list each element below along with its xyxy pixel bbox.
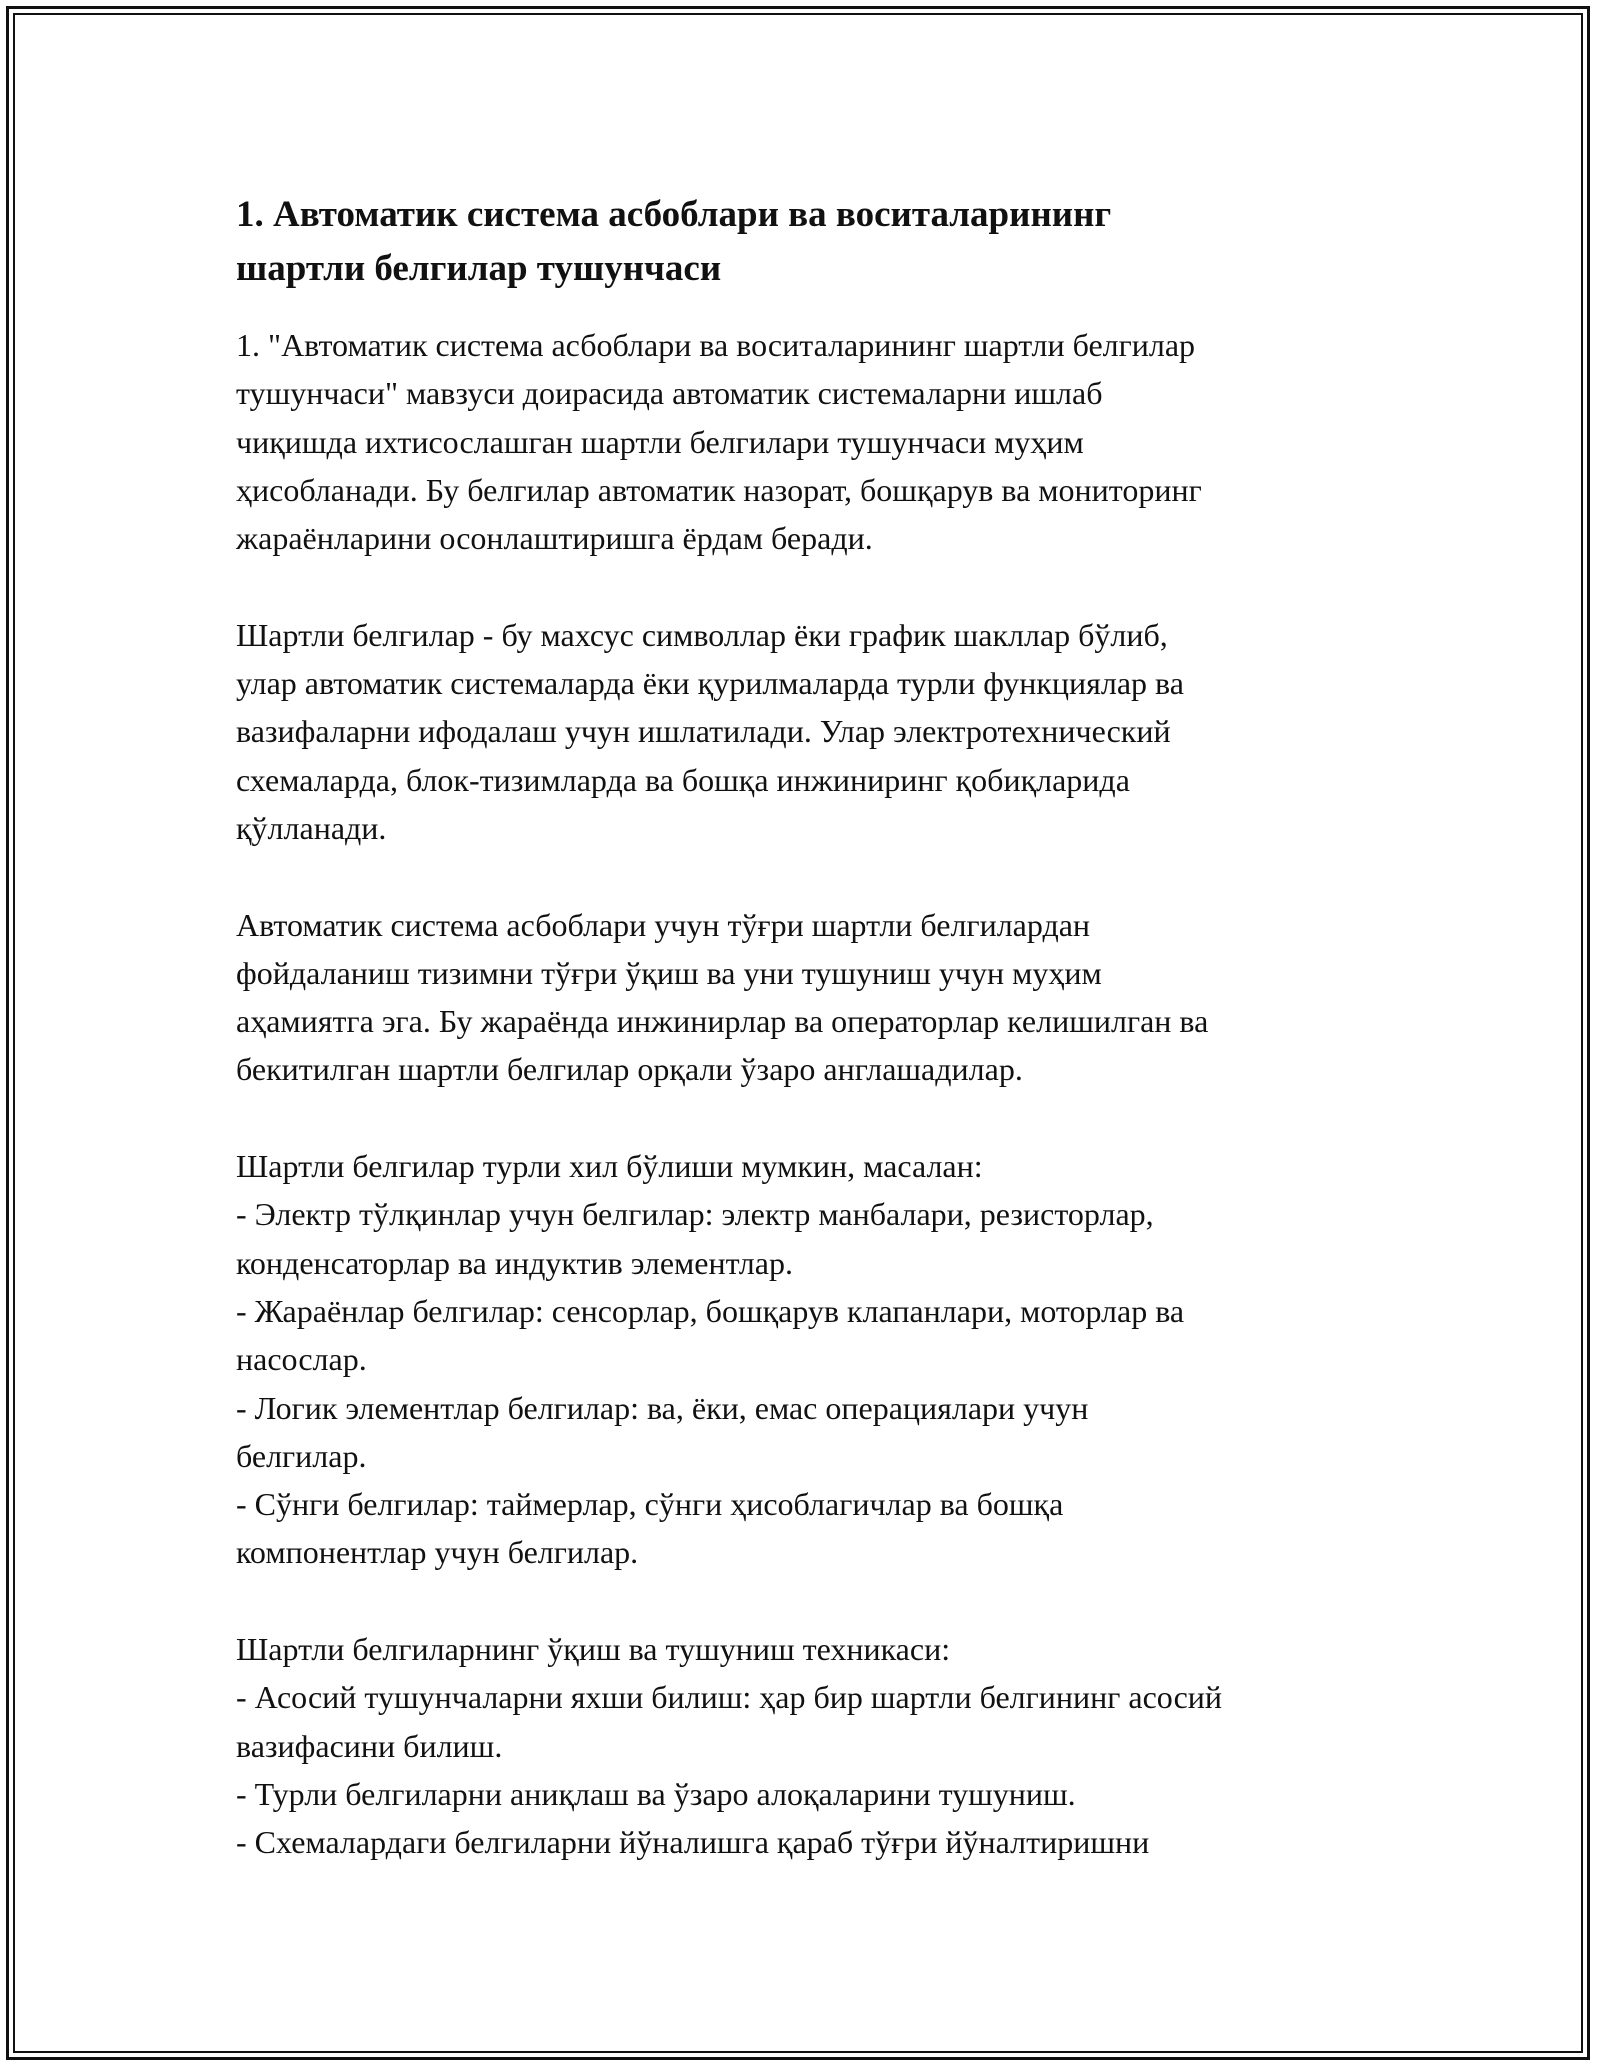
document-body bbox=[236, 188, 1396, 1867]
paragraph-reading-technique: Шартли белгиларнинг ўқиш ва тушуниш техникаси: - Асосий тушунчаларни яхши билиш: ҳар бир шартли белгининг асосий вазифасини билиш. - Турли белгиларни аниқлаш ва ўзаро алоқаларини тушуниш. - Схемалардаги белгиларни йўналишга қараб тўғри йўналтиришни bbox=[236, 1631, 1223, 1861]
paragraph-intro: 1. "Автоматик система асбоблари ва воситаларининг шартли белгилар тушунчаси" мавзуси доирасида автоматик системаларни ишлаб чиқишда ихтисослашган шартли белгилари тушунчаси муҳим ҳисобланади. Бу белгилар автоматик назорат, бошқарув ва мониторинг жараёнларини осонлаштиришга ёрдам беради. bbox=[236, 327, 1202, 557]
paragraph-definition: Шартли белгилар - бу махсус символлар ёки график шакллар бўлиб, улар автоматик системаларда ёки қурилмаларда турли функциялар ва вазифаларни ифодалаш учун ишлатилади. Улар электротехнический схемаларда, блок-тизимларда ва бошқа инжиниринг қобиқларида қўлланади. bbox=[236, 616, 1184, 846]
paragraph-symbol-types: Шартли белгилар турли хил бўлиши мумкин, масалан: - Электр тўлқинлар учун белгилар: электр манбалари, резисторлар, конденсаторлар ва индуктив элементлар. - Жараёнлар белгилар: сенсорлар, бошқарув клапанлари, моторлар ва насослар. - Логик элементлар белгилар: ва, ёки, емас операциялари учун белгилар. - Сўнги белгилар: таймерлар, сўнги ҳисоблагичлар ва бошқа компонентлар учун белгилар. bbox=[236, 1148, 1185, 1571]
document-title: 1. Автоматик система асбоблари ва воситаларининг шартли белгилар тушунчаси bbox=[236, 194, 1112, 289]
paragraph-importance: Автоматик система асбоблари учун тўғри шартли белгилардан фойдаланиш тизимни тўғри ўқиш ва уни тушуниш учун муҳим аҳамиятга эга. Бу жараёнда инжинирлар ва операторлар келишилган ва бекитилган шартли белгилар орқали ўзаро англашадилар. bbox=[236, 906, 1209, 1088]
